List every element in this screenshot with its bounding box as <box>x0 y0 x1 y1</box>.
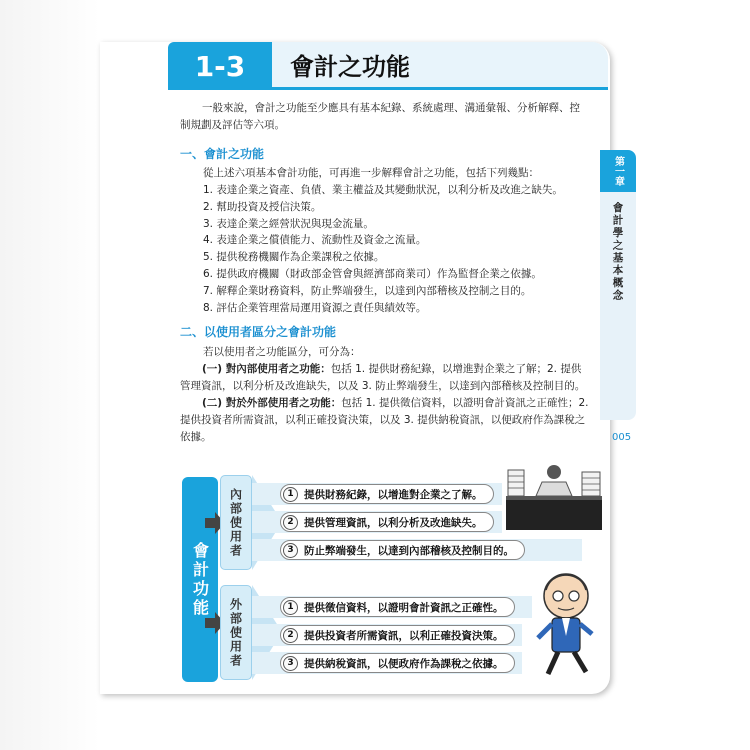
internal-item <box>280 540 525 560</box>
external-users-box <box>220 585 252 680</box>
item-number: 2 <box>283 515 298 530</box>
user-functions-body <box>180 361 590 446</box>
section-title-box <box>272 42 608 90</box>
external-paragraph <box>180 395 590 446</box>
heading-functions: 一、會計之功能 <box>180 147 265 161</box>
external-label: (二) 對於外部使用者之功能： <box>202 397 342 409</box>
internal-paragraph <box>180 361 590 395</box>
functions-list <box>203 182 598 316</box>
list-item: 3. 表達企業之經營狀況與現金流量。 <box>203 217 374 230</box>
page-gutter-shade <box>0 0 100 750</box>
item-number: 3 <box>283 656 298 671</box>
external-item <box>280 597 515 617</box>
internal-item <box>280 484 494 504</box>
external-item <box>280 653 515 673</box>
user-functions-lead: 若以使用者之功能區分，可分為： <box>203 346 361 358</box>
internal-users-box <box>220 475 252 570</box>
functions-lead: 從上述六項基本會計功能，可再進一步解釋會計之功能，包括下列幾點： <box>203 167 539 179</box>
item-text: 提供徵信資料，以證明會計資訊之正確性。 <box>304 601 504 614</box>
running-man-illustration <box>530 570 600 680</box>
internal-text: 包括 1. 提供財務紀錄，以增進對企業之了解；2. 提供管理資訊，以利分析及改進缺失，以及 3. 防止弊端發生，以達到內部稽核及控制目的。 <box>180 363 586 392</box>
item-number: 2 <box>283 628 298 643</box>
list-item: 8. 評估企業管理當局運用資源之責任與績效等。 <box>203 301 427 314</box>
item-text: 提供納稅資訊，以便政府作為課稅之依據。 <box>304 657 504 670</box>
item-number: 1 <box>283 600 298 615</box>
list-item: 5. 提供稅務機關作為企業課稅之依據。 <box>203 251 385 264</box>
diagram-main-label: 會計功能 <box>190 541 210 618</box>
list-item: 1. 表達企業之資產、負債、業主權益及其變動狀況，以利分析及改進之缺失。 <box>203 184 563 196</box>
list-item: 2. 幫助投資及授信決策。 <box>203 200 322 213</box>
list-item: 7. 解釋企業財務資料，防止弊端發生，以達到內部稽核及控制之目的。 <box>203 284 532 297</box>
item-number: 1 <box>283 487 298 502</box>
chapter-side-tab <box>600 150 636 420</box>
item-number: 3 <box>283 543 298 558</box>
businessman-desk-illustration <box>506 462 602 532</box>
item-text: 防止弊端發生，以達到內部稽核及控制目的。 <box>304 544 514 557</box>
item-text: 提供財務紀錄，以增進對企業之了解。 <box>304 488 483 501</box>
list-item: 4. 表達企業之償債能力、流動性及資金之流量。 <box>203 234 427 247</box>
internal-item <box>280 512 494 532</box>
section-title: 會計之功能 <box>290 53 410 81</box>
chapter-title: 會計學之基本概念 <box>611 202 624 302</box>
item-text: 提供投資者所需資訊，以利正確投資決策。 <box>304 629 504 642</box>
section-header <box>168 42 608 90</box>
external-users-label: 外部使用者 <box>228 597 243 668</box>
chapter-number: 第一章 <box>600 150 636 192</box>
external-text: 包括 1. 提供徵信資料，以證明會計資訊之正確性；2. 提供投資者所需資訊，以利正確投資決策，以及 3. 提供納稅資訊，以便政府作為課稅之依據。 <box>180 397 589 443</box>
diagram-main-box <box>182 477 218 682</box>
internal-label: (一) 對內部使用者之功能： <box>202 363 331 375</box>
heading-user-functions: 二、以使用者區分之會計功能 <box>180 325 337 339</box>
list-item: 6. 提供政府機關（財政部金管會與經濟部商業司）作為監督企業之依據。 <box>203 267 542 280</box>
intro-paragraph: 一般來說，會計之功能至少應具有基本紀錄、系統處理、溝通彙報、分析解釋、控制規劃及評估等六項。 <box>180 102 580 131</box>
section-number: 1-3 <box>168 42 272 90</box>
item-text: 提供管理資訊，以利分析及改進缺失。 <box>304 516 483 529</box>
internal-users-label: 內部使用者 <box>228 487 243 558</box>
external-item <box>280 625 515 645</box>
page-number: 005 <box>612 432 632 443</box>
